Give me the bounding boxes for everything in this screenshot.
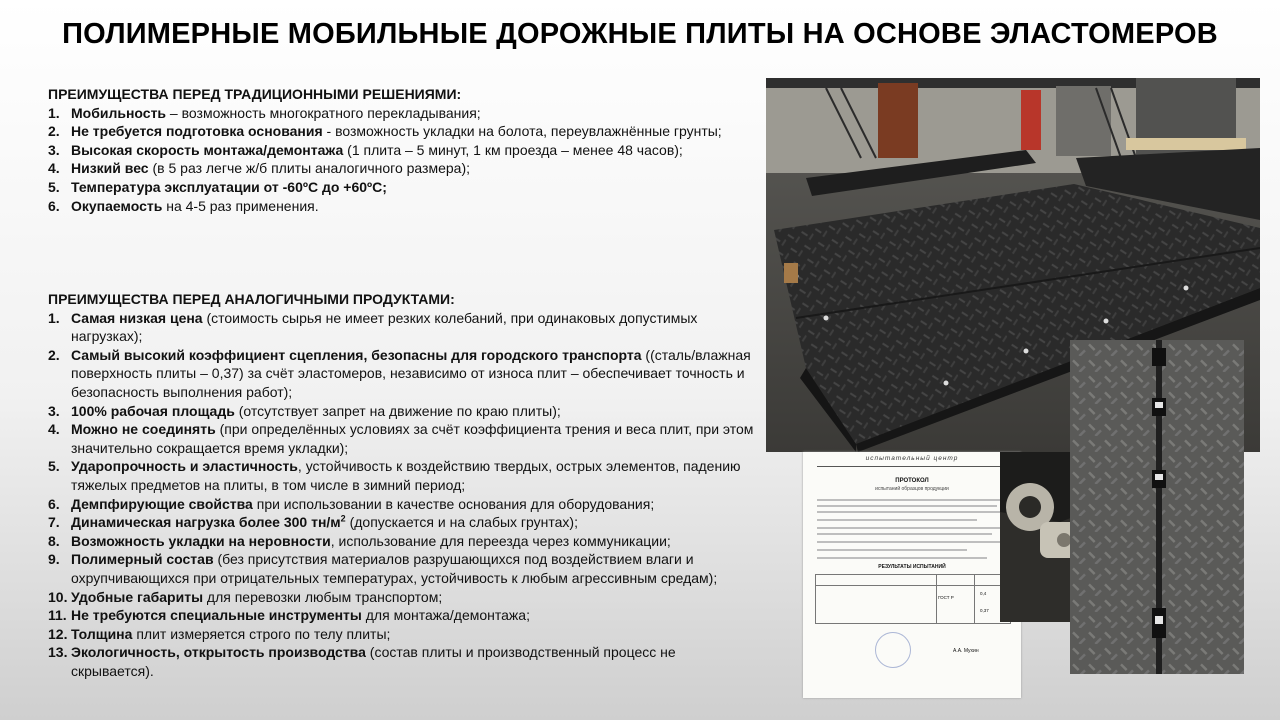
list-item (48, 625, 760, 644)
item-bold-text: Высокая скорость монтажа/демонтажа (71, 141, 344, 158)
item-number: 1. (48, 104, 60, 121)
item-bold-text: Демпфирующие свойства (71, 495, 253, 512)
item-rest-text: ((сталь/влажная поверхность плиты – 0,37) за счёт эластомеров, независимо от износа плит – обеспечивает точность и безопасность выполнения работ); (71, 346, 751, 400)
item-bold-text: 100% рабочая площадь (71, 402, 235, 419)
item-number: 1. (48, 309, 60, 326)
item-number: 13. (48, 644, 68, 661)
item-rest-text: при использовании в качестве основания для оборудования; (252, 495, 655, 512)
item-rest-text: (стоимость сырья не имеет резких колебаний, при одинаковых допустимых нагрузках); (71, 309, 698, 345)
item-text (71, 104, 760, 123)
item-rest-text: (отсутствует запрет на движение по краю плиты); (234, 402, 561, 419)
item-rest-text: (состав плиты и производственный процесс не скрывается). (71, 644, 676, 679)
list-item (48, 346, 760, 402)
item-bold-text: Самый высокий коэффициент сцепления, безопасны для городского транспорта (71, 346, 642, 363)
item-rest-text: , использование для переезда через коммуникации; (330, 532, 671, 549)
item-bold-text: Температура эксплуатации от -60ºС до +60ºС; (71, 178, 387, 195)
item-number: 9. (48, 551, 60, 568)
item-number: 7. (48, 514, 60, 531)
list-item (48, 588, 760, 607)
protocol-value-2: 0,37 (980, 608, 989, 613)
item-text (71, 159, 760, 178)
list-item (48, 532, 760, 551)
item-text (71, 532, 760, 551)
list-item (48, 420, 760, 457)
protocol-value-1: 0,4 (980, 591, 987, 596)
item-rest-text: (допускается и на слабых грунтах); (345, 514, 578, 531)
item-text (71, 550, 760, 587)
test-protocol-document (803, 452, 1021, 698)
item-rest-text: для перевозки любым транспортом; (203, 588, 443, 605)
item-number: 4. (48, 421, 60, 438)
item-text (71, 178, 760, 197)
item-bold-text: Мобильность (71, 104, 167, 121)
item-number: 2. (48, 346, 60, 363)
item-number: 2. (48, 123, 60, 140)
page-title: ПОЛИМЕРНЫЕ МОБИЛЬНЫЕ ДОРОЖНЫЕ ПЛИТЫ НА ОСНОВЕ ЭЛАСТОМЕРОВ (62, 18, 1218, 50)
advantages-analogs (48, 290, 760, 680)
list-item (48, 495, 760, 514)
item-rest-text: - возможность укладки на болота, переувлажнённые грунты; (322, 123, 722, 140)
item-number: 3. (48, 141, 60, 158)
item-text (71, 420, 760, 457)
item-superscript: 2 (340, 513, 346, 524)
item-text (71, 402, 760, 421)
item-text (71, 141, 760, 160)
protocol-stamp (875, 632, 911, 668)
joined-plates-photo (1070, 340, 1244, 674)
item-rest-text: (при определённых условиях за счёт коэффициента трения и веса плит, при этом значительно сокращается время укладки); (71, 421, 754, 456)
section-heading: ПРЕИМУЩЕСТВА ПЕРЕД ТРАДИЦИОННЫМИ РЕШЕНИЯМИ: (48, 86, 462, 102)
protocol-title: ПРОТОКОЛ (895, 478, 929, 484)
list-item (48, 457, 760, 494)
item-text (71, 625, 760, 644)
item-bold-text: Экологичность, открытость производства (71, 644, 366, 661)
item-bold-text: Можно не соединять (71, 421, 216, 438)
list-item (48, 643, 760, 680)
list-item (48, 178, 760, 197)
item-rest-text: – возможность многократного перекладывания; (166, 104, 481, 121)
list-item (48, 104, 760, 123)
item-bold-text: Толщина (71, 625, 133, 642)
item-bold-text: Низкий вес (71, 160, 149, 177)
item-text (71, 122, 760, 141)
list-item (48, 159, 760, 178)
item-text (71, 457, 760, 494)
item-number: 5. (48, 458, 60, 475)
item-text (71, 588, 760, 607)
list-item (48, 606, 760, 625)
protocol-results-table (815, 574, 1011, 624)
item-bold-text: Окупаемость (71, 197, 163, 214)
item-bold-text: Не требуются специальные инструменты (71, 607, 362, 624)
item-text (71, 309, 760, 346)
item-text (71, 606, 760, 625)
item-bold-text: Самая низкая цена (71, 309, 203, 326)
item-bold-text: Динамическая нагрузка более 300 тн/м (71, 514, 341, 531)
advantages-traditional (48, 85, 760, 215)
item-rest-text: (1 плита – 5 минут, 1 км проезда – менее 48 часов); (343, 141, 683, 158)
protocol-header: испытательный центр (865, 455, 959, 462)
item-number: 8. (48, 532, 60, 549)
item-bold-text: Удобные габариты (71, 588, 204, 605)
protocol-gost: ГОСТ Р (938, 595, 954, 600)
item-number: 12. (48, 625, 68, 642)
protocol-text-lines (817, 496, 1012, 562)
item-bold-text: Не требуется подготовка основания (71, 123, 323, 140)
item-number: 6. (48, 197, 60, 214)
item-bold-text: Ударопрочность и эластичность (71, 458, 298, 475)
item-number: 10. (48, 588, 68, 605)
item-number: 3. (48, 402, 60, 419)
list-item (48, 550, 760, 587)
list-item (48, 141, 760, 160)
advantages-list (48, 309, 760, 681)
item-rest-text: (без присутствия материалов разрушающихся под воздействием влаги и охрупчивающихся при отрицательных температурах, устойчивость к любым агрессивным средам); (71, 551, 718, 586)
item-number: 4. (48, 160, 60, 177)
item-text (71, 643, 760, 680)
section-heading: ПРЕИМУЩЕСТВА ПЕРЕД АНАЛОГИЧНЫМИ ПРОДУКТАМИ: (48, 291, 455, 307)
list-item (48, 309, 760, 346)
item-rest-text: (в 5 раз легче ж/б плиты аналогичного размера); (148, 160, 471, 177)
item-rest-text: плит измеряется строго по телу плиты; (132, 625, 391, 642)
item-number: 11. (48, 607, 67, 624)
item-number: 6. (48, 495, 60, 512)
item-rest-text: на 4-5 раз применения. (162, 197, 319, 214)
protocol-subtitle: испытаний образцов продукции (875, 486, 949, 492)
advantages-list (48, 104, 760, 216)
list-item (48, 197, 760, 216)
item-bold-text: Полимерный состав (71, 551, 214, 568)
list-item (48, 402, 760, 421)
protocol-signer: А.А. Мухин (953, 648, 979, 654)
item-text (71, 513, 760, 532)
item-text (71, 346, 760, 402)
item-bold-text: Возможность укладки на неровности (71, 532, 331, 549)
item-rest-text: для монтажа/демонтажа; (361, 607, 530, 624)
item-text (71, 197, 760, 216)
item-rest-text: , устойчивость к воздействию твердых, острых элементов, падению тяжелых предметов на плиты, в том числе в зимний период; (71, 458, 741, 493)
list-item (48, 513, 760, 532)
item-text (71, 495, 760, 514)
protocol-results-heading: РЕЗУЛЬТАТЫ ИСПЫТАНИЙ (878, 564, 946, 570)
item-number: 5. (48, 178, 60, 195)
list-item (48, 122, 760, 141)
